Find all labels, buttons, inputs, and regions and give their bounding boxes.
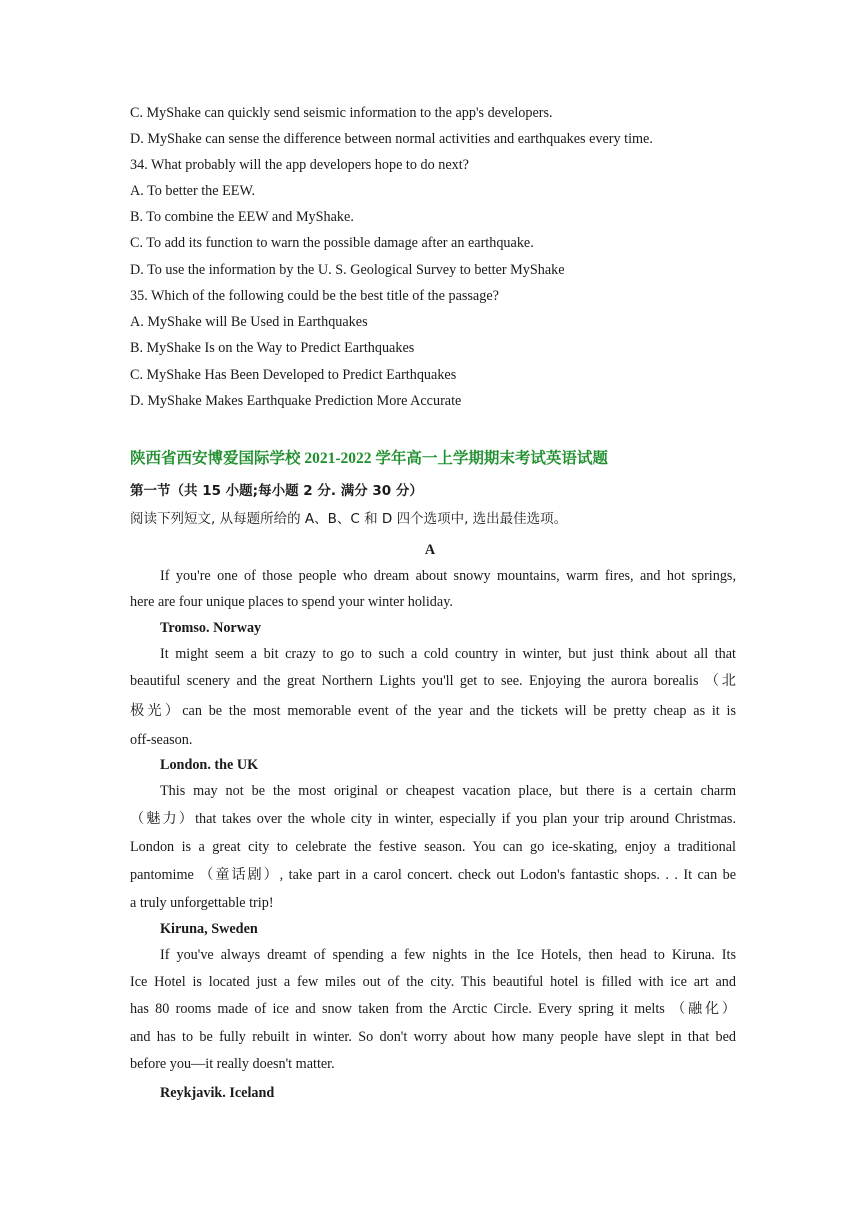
kiruna-line-2: Ice Hotel is located just a few miles out of the city. This beautiful hotel is filled with ice art and — [130, 974, 736, 990]
option-33-c: C. MyShake can quickly send seismic information to the app's developers. — [130, 105, 553, 121]
instructions: 阅读下列短文, 从每题所给的 A、B、C 和 D 四个选项中, 选出最佳选项。 — [130, 511, 568, 527]
option-34-d: D. To use the information by the U. S. Geological Survey to better MyShake — [130, 262, 565, 278]
kiruna-line-5: before you—it really doesn't matter. — [130, 1056, 335, 1072]
tromso-line-2: beautiful scenery and the great Northern Lights you'll get to see. Enjoying the aurora borealis （北 — [130, 673, 736, 689]
option-34-c: C. To add its function to warn the possible damage after an earthquake. — [130, 235, 534, 251]
heading-reykjavik: Reykjavik. Iceland — [160, 1085, 275, 1101]
intro-line-1: If you're one of those people who dream about snowy mountains, warm fires, and hot springs, — [160, 568, 736, 584]
heading-kiruna: Kiruna, Sweden — [160, 921, 258, 937]
kiruna-line-4: and has to be fully rebuilt in winter. So don't worry about how many people have slept in that bed — [130, 1029, 736, 1045]
london-line-5: a truly unforgettable trip! — [130, 895, 274, 911]
heading-tromso: Tromso. Norway — [160, 620, 262, 636]
london-line-2: （魅力）that takes over the whole city in winter, especially if you plan your trip around Christmas. — [130, 811, 736, 827]
question-34: 34. What probably will the app developers hope to do next? — [130, 157, 469, 173]
kiruna-line-3: has 80 rooms made of ice and snow taken from the Arctic Circle. Every spring it melts （融化） — [130, 1001, 736, 1017]
option-34-b: B. To combine the EEW and MyShake. — [130, 209, 354, 225]
kiruna-line-1: If you've always dreamt of spending a few nights in the Ice Hotels, then head to Kiruna. Its — [160, 947, 736, 963]
london-line-4: pantomime （童话剧）, take part in a carol concert. check out Lodon's fantastic shops. . . It can be — [130, 867, 736, 883]
tromso-line-3: 极光）can be the most memorable event of the year and the tickets will be pretty cheap as it is — [130, 703, 736, 719]
heading-london: London. the UK — [160, 757, 259, 773]
passage-label: A — [424, 542, 436, 558]
option-35-c: C. MyShake Has Been Developed to Predict Earthquakes — [130, 367, 457, 383]
tromso-line-4: off-season. — [130, 732, 193, 748]
option-33-d: D. MyShake can sense the difference between normal activities and earthquakes every time. — [130, 131, 653, 147]
london-line-3: London is a great city to celebrate the festive season. You can go ice-skating, enjoy a traditional — [130, 839, 736, 855]
question-35: 35. Which of the following could be the best title of the passage? — [130, 288, 499, 304]
section-header: 第一节（共 15 小题;每小题 2 分. 满分 30 分） — [130, 483, 423, 499]
exam-title: 陕西省西安博爱国际学校 2021-2022 学年高一上学期期末考试英语试题 — [130, 450, 608, 467]
option-35-a: A. MyShake will Be Used in Earthquakes — [130, 314, 368, 330]
option-34-a: A. To better the EEW. — [130, 183, 256, 199]
option-35-d: D. MyShake Makes Earthquake Prediction More Accurate — [130, 393, 462, 409]
intro-line-2: here are four unique places to spend your winter holiday. — [130, 594, 453, 610]
london-line-1: This may not be the most original or cheapest vacation place, but there is a certain charm — [160, 783, 736, 799]
option-35-b: B. MyShake Is on the Way to Predict Earthquakes — [130, 340, 415, 356]
tromso-line-1: It might seem a bit crazy to go to such a cold country in winter, but just think about all that — [160, 646, 736, 662]
